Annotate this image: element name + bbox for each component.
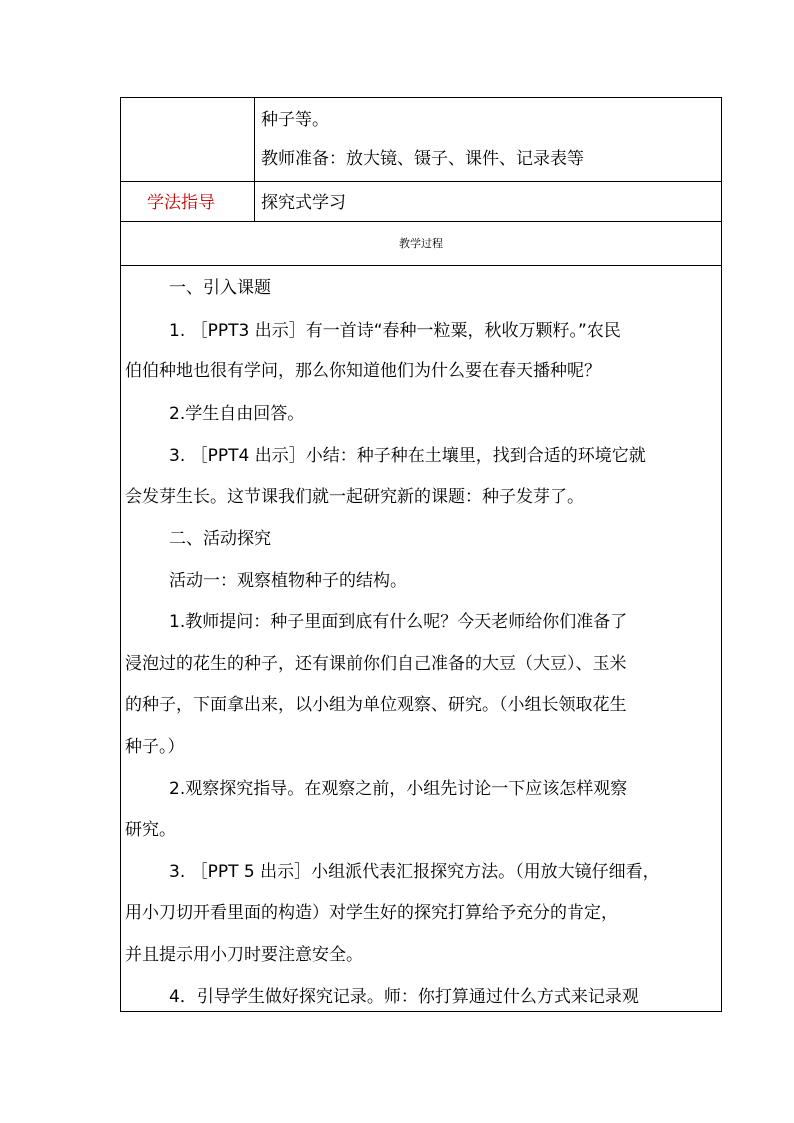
process-line: 2.观察探究指导。在观察之前，小组先讨论一下应该怎样观察	[169, 779, 628, 799]
process-line: 并且提示用小刀时要注意安全。	[125, 945, 363, 965]
row-divider	[121, 181, 721, 182]
row-divider	[121, 265, 721, 266]
process-line: 一、引入课题	[169, 278, 271, 298]
process-line: 活动一：观察植物种子的结构。	[169, 571, 407, 591]
process-line: 用小刀切开看里面的构造）对学生好的探究打算给予充分的肯定，	[125, 903, 618, 923]
lesson-plan-table	[120, 97, 722, 1012]
method-value: 探究式学习	[261, 193, 346, 213]
process-line: 研究。	[125, 820, 176, 840]
process-line: 伯伯种地也很有学问，那么你知道他们为什么要在春天播种呢？	[125, 361, 601, 381]
materials-line-1: 种子等。	[261, 110, 329, 130]
process-line: 浸泡过的花生的种子，还有课前你们自己准备的大豆（大豆）、玉米	[125, 654, 627, 674]
row-divider	[121, 221, 721, 222]
process-line: 1.教师提问：种子里面到底有什么呢？今天老师给你们准备了	[169, 612, 628, 632]
process-line: 1. ［PPT3 出示］有一首诗“春种一粒粟，秋收万颗籽。”农民	[169, 321, 621, 341]
process-line: 3. ［PPT 5 出示］小组派代表汇报探究方法。（用放大镜仔细看，	[169, 862, 660, 882]
process-line: 种子。）	[125, 737, 185, 757]
process-line: 会发芽生长。这节课我们就一起研究新的课题：种子发芽了。	[125, 487, 584, 507]
process-line: 4．引导学生做好探究记录。师：你打算通过什么方式来记录观	[169, 987, 639, 1007]
column-divider	[254, 98, 255, 221]
process-line: 3. ［PPT4 出示］小结：种子种在土壤里，找到合适的环境它就	[169, 446, 646, 466]
process-header: 教学过程	[399, 237, 443, 250]
process-line: 2.学生自由回答。	[169, 404, 305, 424]
method-label: 学法指导	[147, 193, 215, 213]
process-line: 的种子，下面拿出来，以小组为单位观察、研究。（小组长领取花生	[125, 695, 627, 715]
materials-line-2: 教师准备：放大镜、镊子、课件、记录表等	[261, 149, 584, 169]
process-line: 二、活动探究	[169, 529, 271, 549]
